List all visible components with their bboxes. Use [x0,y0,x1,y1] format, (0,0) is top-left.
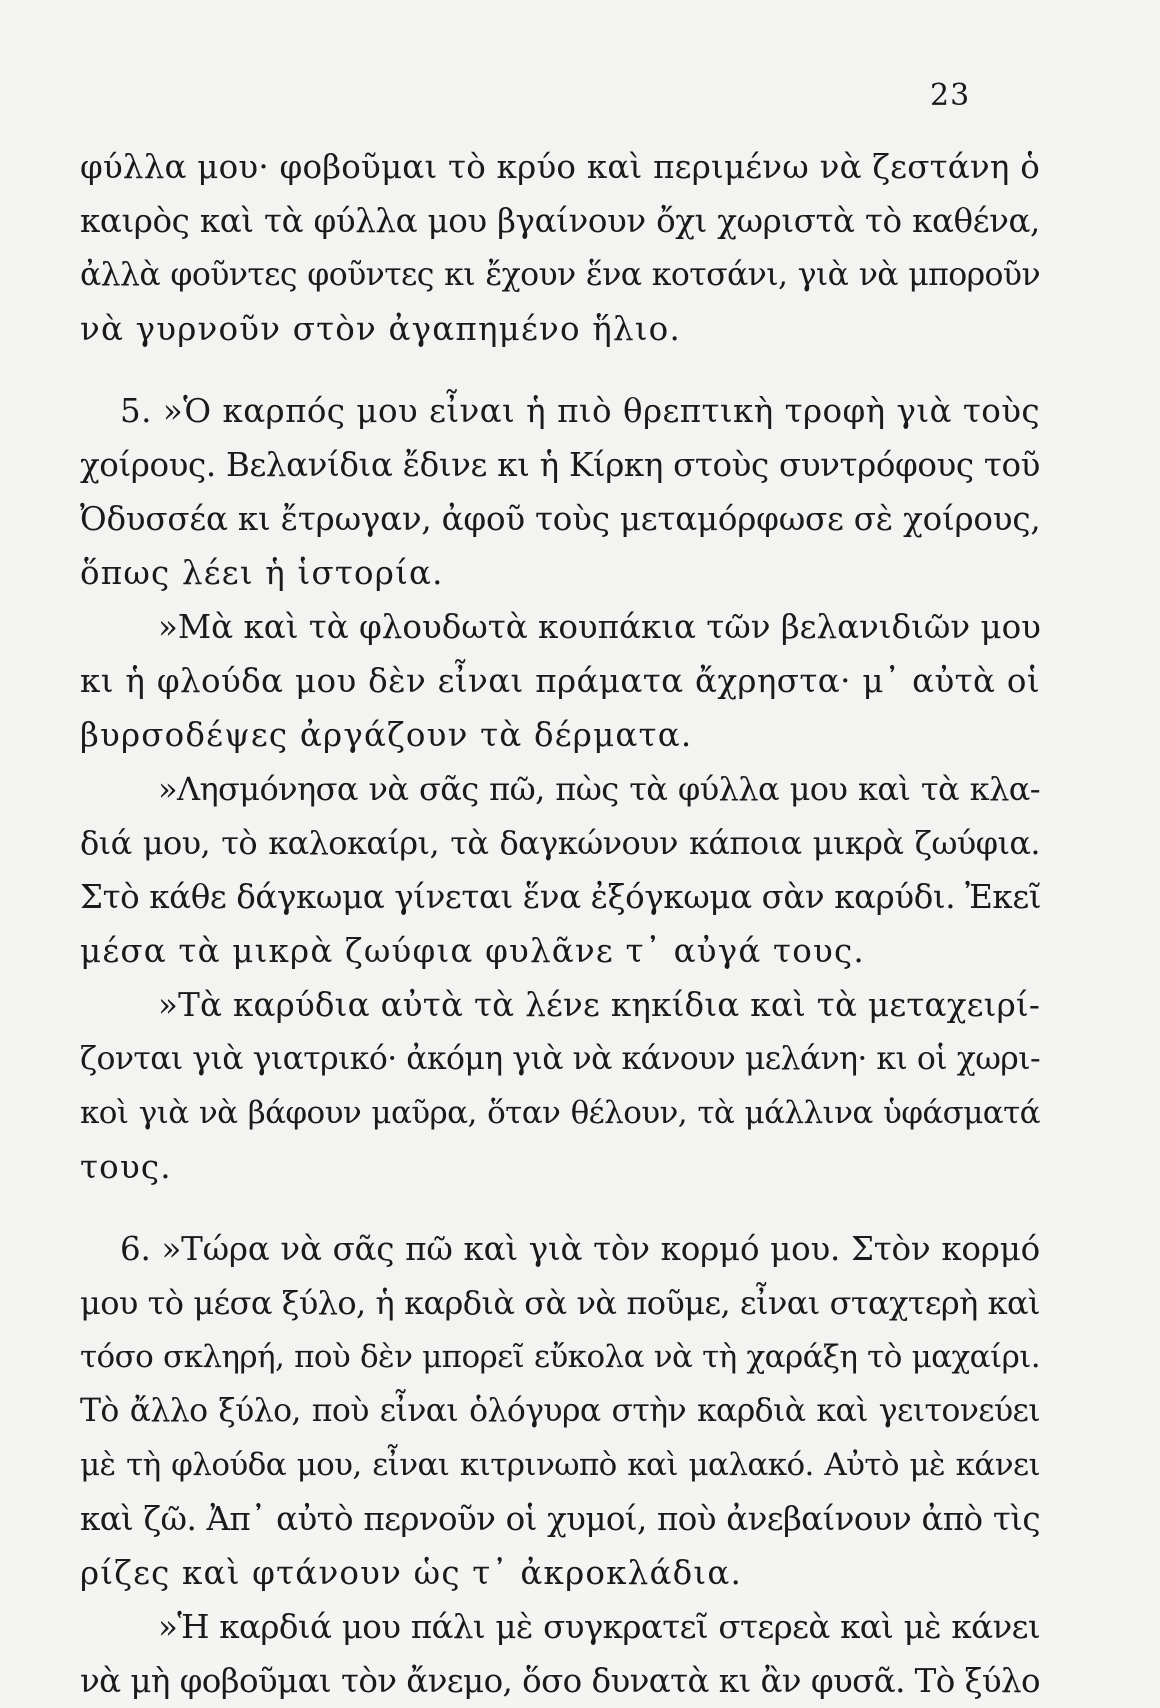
text-line: »Ἡ καρδιά μου πάλι μὲ συγκρατεῖ στερεὰ καὶ μὲ κάνει [158,1608,1040,1646]
text-line: μὲ τὴ φλούδα μου, εἶναι κιτρινωπὸ καὶ μαλακό. Αὐτὸ μὲ κάνει [80,1447,1040,1483]
paragraph-gap [80,356,1040,384]
text-line: τόσο σκληρή, ποὺ δὲν μπορεῖ εὔκολα νὰ τὴ χαράξη τὸ μαχαίρι. [80,1339,1040,1375]
text-line: νὰ μὴ φοβοῦμαι τὸν ἄνεμο, ὅσο δυνατὰ κι ἂν φυσᾶ. Τὸ ξύλο [80,1662,1040,1700]
text-line: ἀλλὰ φοῦντες φοῦντες κι ἔχουν ἕνα κοτσάνι, γιὰ νὰ μποροῦν [80,257,1040,293]
text-line: »Λησμόνησα νὰ σᾶς πῶ, πὼς τὰ φύλλα μου καὶ τὰ κλα- [158,770,1040,808]
text-line: ζονται γιὰ γιατρικό· ἀκόμη γιὰ νὰ κάνουν μελάνη· κι οἱ χωρι- [80,1041,1040,1077]
text-line: κοὶ γιὰ νὰ βάφουν μαῦρα, ὅταν θέλουν, τὰ μάλλινα ὑφάσματά [80,1095,1040,1131]
text-line: καὶ ζῶ. Ἀπ᾽ αὐτὸ περνοῦν οἱ χυμοί, ποὺ ἀνεβαίνουν ἀπὸ τὶς [80,1500,1040,1538]
text-line: ρίζες καὶ φτάνουν ὡς τ᾽ ἀκροκλάδια. [80,1554,742,1592]
text-line: Τὸ ἄλλο ξύλο, ποὺ εἶναι ὁλόγυρα στὴν καρδιὰ καὶ γειτονεύει [80,1393,1040,1429]
text-line: »Τὰ καρύδια αὐτὰ τὰ λένε κηκίδια καὶ τὰ μεταχειρί- [158,986,1040,1024]
text-line: κι ἡ φλούδα μου δὲν εἶναι πράματα ἄχρηστα· μ᾽ αὐτὰ οἱ [80,662,1040,700]
text-line: τους. [80,1148,172,1186]
text-line: μου τὸ μέσα ξύλο, ἡ καρδιὰ σὰ νὰ ποῦμε, εἶναι σταχτερὴ καὶ [80,1284,1040,1322]
text-line: καιρὸς καὶ τὰ φύλλα μου βγαίνουν ὄχι χωριστὰ τὸ καθένα, [80,202,1040,240]
text-line: χοίρους. Βελανίδια ἔδινε κι ἡ Κίρκη στοὺς συντρόφους τοῦ [80,446,1040,484]
text-line: Ὀδυσσέα κι ἔτρωγαν, ἀφοῦ τοὺς μεταμόρφωσε σὲ χοίρους, [80,500,1041,538]
text-line: 5. »Ὁ καρπός μου εἶναι ἡ πιὸ θρεπτικὴ τροφὴ γιὰ τοὺς [120,392,1040,430]
page-number: 23 [930,78,971,113]
page-text [80,140,1040,1708]
text-line: διά μου, τὸ καλοκαίρι, τὰ δαγκώνουν κάποια μικρὰ ζωύφια. [80,824,1040,862]
text-line: βυρσοδέψες ἀργάζουν τὰ δέρματα. [80,716,693,754]
text-line: φύλλα μου· φοβοῦμαι τὸ κρύο καὶ περιμένω νὰ ζεστάνη ὁ [80,148,1040,186]
text-line: 6. »Τώρα νὰ σᾶς πῶ καὶ γιὰ τὸν κορμό μου. Στὸν κορμό [120,1230,1040,1268]
text-line: μέσα τὰ μικρὰ ζωύφια φυλᾶνε τ᾽ αὐγά τους. [80,932,865,970]
text-line: »Μὰ καὶ τὰ φλουδωτὰ κουπάκια τῶν βελανιδιῶν μου [158,608,1041,646]
paragraph-gap [80,1194,1040,1222]
text-line: Στὸ κάθε δάγκωμα γίνεται ἕνα ἐξόγκωμα σὰν καρύδι. Ἐκεῖ [80,878,1042,916]
text-line: ὅπως λέει ἡ ἱστορία. [80,554,444,592]
text-line: νὰ γυρνοῦν στὸν ἀγαπημένο ἥλιο. [80,310,681,348]
